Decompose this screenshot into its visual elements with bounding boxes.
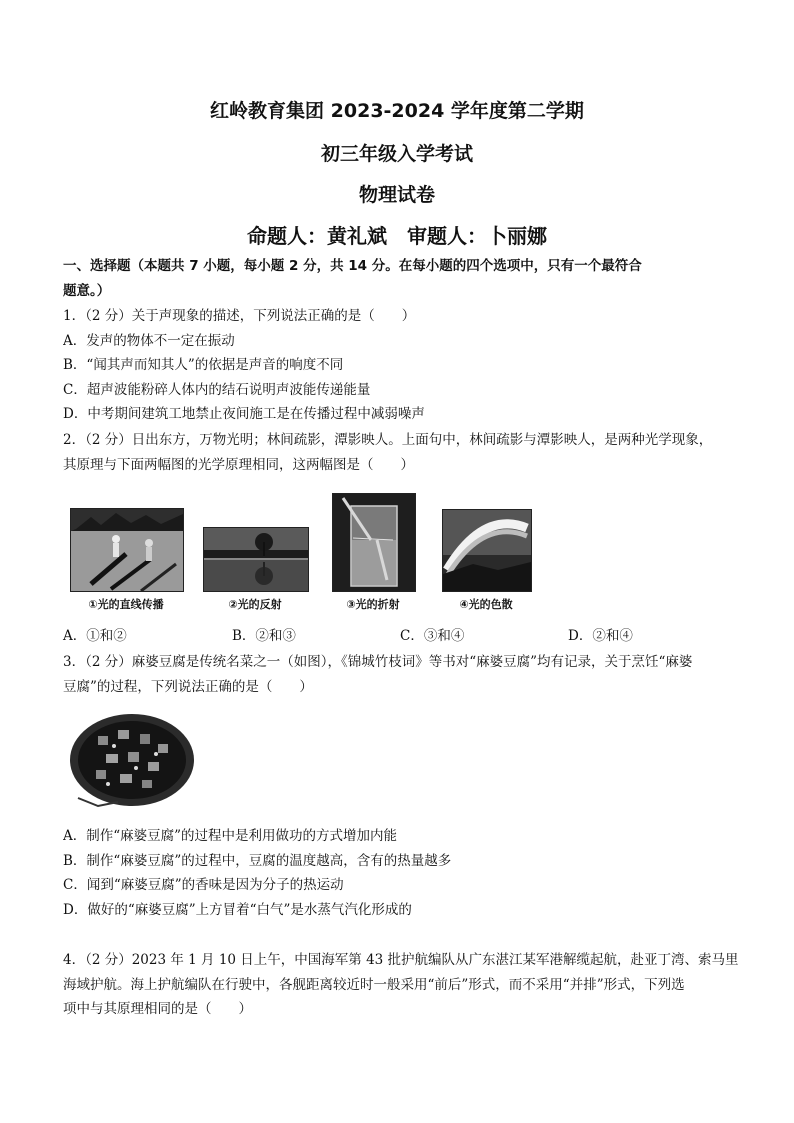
section-heading-line-1: 一、选择题（本题共 7 小题，每小题 2 分，共 14 分。在每小题的四个选项中，只有一个最符合 bbox=[63, 258, 642, 274]
question-1-option-c: C．超声波能粉碎人体内的结石说明声波能传递能量 bbox=[63, 381, 371, 398]
figure-caption-4: ④光的色散 bbox=[459, 598, 513, 611]
question-3-stem-line-1: 3．（2 分）麻婆豆腐是传统名菜之一（如图），《锦城竹枝词》等书对“麻婆豆腐”均有记录，关于烹饪“麻婆 bbox=[63, 654, 693, 670]
exam-title: 初三年级入学考试 bbox=[320, 143, 473, 165]
question-4-stem-line-2: 海域护航。海上护航编队在行驶中，各舰距离较近时一般采用“前后”形式，而不采用“并排”形式，下列选 bbox=[63, 976, 685, 993]
figure-dispersion-photo bbox=[442, 509, 532, 592]
question-1-option-a: A．发声的物体不一定在振动 bbox=[63, 332, 235, 349]
question-3-option-b: B．制作“麻婆豆腐”的过程中，豆腐的温度越高，含有的热量越多 bbox=[63, 852, 452, 869]
school-title: 红岭教育集团 2023-2024 学年度第二学期 bbox=[210, 100, 584, 122]
question-4-stem-line-3: 项中与其原理相同的是（ ） bbox=[63, 1001, 252, 1018]
question-2-option-b: B．②和③ bbox=[232, 628, 296, 644]
question-3-option-d: D．做好的“麻婆豆腐”上方冒着“白气”是水蒸气汽化形成的 bbox=[63, 901, 412, 918]
question-3-options bbox=[63, 824, 743, 922]
question-1-stem: 1．（2 分）关于声现象的描述，下列说法正确的是（ ） bbox=[63, 308, 416, 324]
figure-refraction-photo bbox=[332, 493, 416, 592]
figure-mapo-tofu-photo bbox=[68, 710, 196, 814]
question-2-option-c: C．③和④ bbox=[400, 628, 465, 644]
question-2-options bbox=[63, 624, 743, 648]
question-3-option-a: A．制作“麻婆豆腐”的过程中是利用做功的方式增加内能 bbox=[63, 828, 398, 844]
question-3-option-c: C．闻到“麻婆豆腐”的香味是因为分子的热运动 bbox=[63, 877, 344, 894]
figure-shadow-photo bbox=[70, 508, 184, 592]
question-2-option-a: A．①和② bbox=[63, 628, 127, 644]
section-heading bbox=[63, 254, 743, 303]
figure-caption-3: ③光的折射 bbox=[346, 598, 400, 611]
section-heading-line-2: 题意。） bbox=[63, 282, 111, 299]
question-2-option-d: D．②和④ bbox=[568, 628, 633, 644]
figure-caption-1: ①光的直线传播 bbox=[88, 598, 164, 611]
question-4-stem-line-1: 4．（2 分）2023 年 1 月 10 日上午，中国海军第 43 批护航编队从广东湛江某军港解缆起航，赴亚丁湾、索马里 bbox=[63, 952, 739, 968]
question-3-stem-line-2: 豆腐”的过程，下列说法正确的是（ ） bbox=[63, 678, 313, 695]
question-1 bbox=[63, 304, 743, 427]
authors-line: 命题人：黄礼斌 审题人：卜丽娜 bbox=[247, 224, 547, 248]
question-1-option-b: B．“闻其声而知其人”的依据是声音的响度不同 bbox=[63, 357, 344, 374]
question-3 bbox=[63, 650, 743, 699]
figure-caption-2: ②光的反射 bbox=[228, 598, 282, 611]
question-2-stem-line-1: 2．（2 分）日出东方，万物光明；林间疏影，潭影映人。上面句中，林间疏影与潭影映人，是两种光学现象， bbox=[63, 432, 713, 448]
question-2 bbox=[63, 428, 743, 477]
figure-reflection-photo bbox=[203, 527, 309, 592]
question-4 bbox=[63, 948, 743, 1022]
question-1-option-d: D．中考期间建筑工地禁止夜间施工是在传播过程中减弱噪声 bbox=[63, 406, 425, 423]
question-2-stem-line-2: 其原理与下面两幅图的光学原理相同，这两幅图是（ ） bbox=[63, 456, 414, 473]
subject-title: 物理试卷 bbox=[358, 184, 435, 206]
